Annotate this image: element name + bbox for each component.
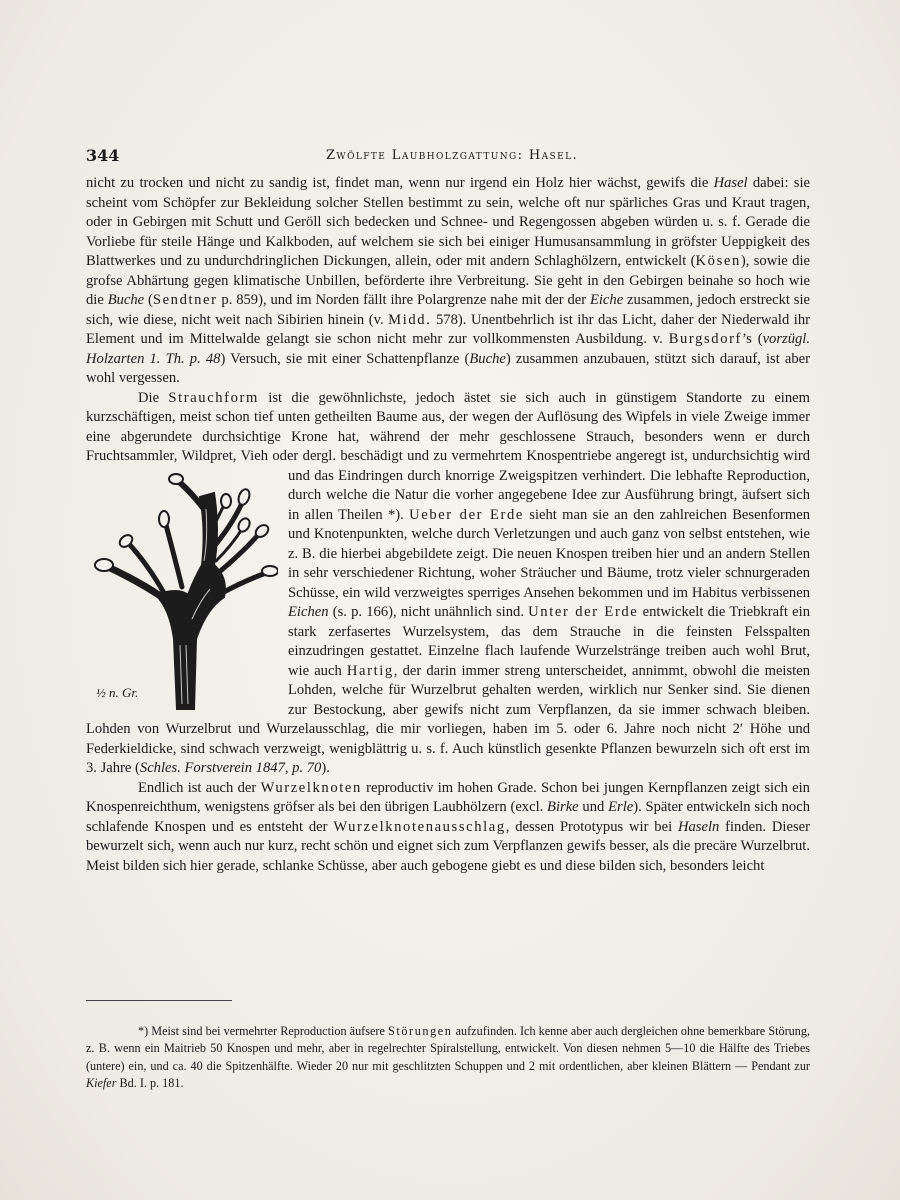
text-run: ). [321,760,330,776]
text-run: p. 859), und im Norden fällt ihre Polargrenze nahe mit der der [217,292,590,308]
text-run: , durch welche die Natur die vorher angegebene Idee zur Ausführung bringt, äufsert sich in allen Theilen *). [288,467,810,523]
text-run-spaced: Sendtner [152,292,218,308]
text-run: Die [138,389,169,406]
text-run-italic: Buche [469,350,506,367]
page-header [86,146,810,168]
footnote-text [86,1023,810,1093]
text-run: 578). Unentbehrlich ist ihr das Licht, daher der Niederwald ihr Element und im Mittelwalde gelangt sie schon nicht mehr zur vollkommensten Ausbildung. v. [86,311,810,347]
text-run: sieht man sie an den zahlreichen Besenformen und Knotenpunkten, welche durch Verletzungen und auch ganz von selbst entstehen, wie z. B. die hierbei abgebildete zeigt. Die neuen Knospen treiben hier und an andern Stellen in sehr verschiedener Richtung, woher Sträucher und Bäume, trotz vieler schnurgeraden Schüsse, ein wild verzweigtes sperriges Ansehen bekommen und im Habitus verbissenen [288,506,811,601]
text-run: ) zusammen anzubauen, stützt sich darauf, ist aber wohl vergessen. [86,350,811,386]
page-number: 344 [86,146,120,165]
hazel-branch-illustration-icon [82,469,278,713]
footnote [86,1023,810,1093]
text-run-spaced: Kösen [695,253,741,269]
text-run: ) Versuch, sie mit einer Schattenpflanze ( [220,350,470,367]
text-run: , dessen Prototypus wir bei [505,818,678,835]
text-run: finden. Dieser bewurzelt sich, wenn auch nur kurz, recht schön und eignet sich zum Verpflanzen gewifs besser, als die precäre Wurzelbrut. Meist bilden sich hier gerade, schlanke Schüsse, aber auch gebogene giebt es und diese bilden sich, besonders leicht [86,818,810,874]
figure-caption: ½ n. Gr. [96,685,139,700]
footnote-divider [86,1000,232,1001]
text-run-spaced: Strauchform [168,389,259,406]
text-run-italic: Buche [107,292,145,308]
text-run-italic: Birke [547,799,579,815]
text-run-spaced: Burgsdorf [668,331,743,347]
text-run: , der darin immer streng unterscheidet, annimmt, obwohl die meisten Lohden, welche für Wurzelbrut gehalten werden, wirklich nur Senker sind. Sie dienen zur Bestockung, aber gewifs nicht zum Verpflanzen, da sie immer schwach bleiben. Lohden von Wurzelbrut und Wurzelausschlag, die mir vorliegen, haben im 5. oder 6. Jahre noch nicht 2′ Höhe und Federkieldicke, sind schwach verzweigt, wenigblättrig u. s. f. Auch künstlich gesenkte Pflanzen bewurzeln sich oft erst im 3. Jahre ( [86,662,810,776]
text-run: Bd. I. p. 181. [116,1076,184,1091]
text-run: (s. p. 166), nicht unähnlich sind. [328,604,529,620]
text-run-italic: Erle [608,799,634,815]
text-run-spaced: Störungen [387,1024,453,1038]
text-run: dabei: sie scheint vom Schöpfer zur Bekleidung solcher Stellen bestimmt zu sein, welche oft nur spärliches Gras und Kraut tragen, oder in Gebirgen mit Schutt und Geröll sich bedecken und Schnee- und Regengossen abgeben würden u. s. f. Gerade die Vorliebe für steile Hänge und Kalkboden, auf welchem sie sich bei einiger Humusansammlung in gröfster Ueppigkeit des Blattwerkes und zu undurchdringlichen Dickungen, allein, oder mit andern Schlaghölzern, entwickelt ( [86,175,810,269]
text-run: entwickelt die Triebkraft ein stark zerfasertes Wurzelsystem, das dem Strauche in die feinsten Felsspalten einzudringen gestattet. Einzelne flach laufende Wurzelstränge treiben auch wohl Brut, wie auch [288,604,811,679]
text-run-spaced: Unter der Erde [528,604,639,620]
text-run: Endlich ist auch der [138,779,261,796]
text-run-spaced: Hartig [346,662,394,679]
hazel-branch-figure [82,469,278,713]
text-run-italic: Schles. Forstverein 1847, p. 70 [139,760,322,776]
text-run-spaced: Ueber der Erde [409,506,524,523]
text-run-italic: Kiefer [86,1076,117,1091]
text-run: zusammen, jedoch erstreckt sie sich, wie diese, nicht weit nach Sibirien hinein (v. [86,292,811,328]
text-run-spaced: Midd. [388,311,432,328]
text-run: *) Meist sind bei vermehrter Reproduction äufsere [138,1024,388,1038]
paragraph-2 [86,389,810,779]
paragraph-3 [86,779,810,877]
text-run-spaced: Wurzelknotenausschlag [333,818,506,835]
text-run: ’s ( [742,331,763,347]
text-run: ). Später entwickeln sich noch schlafende Knospen und es entsteht der [86,799,811,835]
text-run: ( [144,292,153,308]
text-run-italic: Hasel [713,175,748,191]
text-run: lebhafte Reproduction [675,467,807,484]
text-run: aufzufinden. Ich kenne aber auch dergleichen ohne bemerkbare Störung, z. B. wenn ein Maitrieb 50 Knospen und mehr, aber in regelrechter Spiralstellung, entwickelt. Von diesen nehmen 5—10 die Hälfte des Triebes (untere) ein, und ca. 40 die Spitzenhälfte. Wieder 20 nur mit geschlitzten Schuppen und 2 mit ordentlichen, aber kleinen Blättern — Pendant zur [86,1024,810,1073]
text-run-italic: Eichen [288,604,329,620]
text-run-italic: vorzügl. Holzarten 1. Th. p. 48 [86,331,810,367]
paragraph-1 [86,174,810,389]
text-run: reproductiv im hohen Grade. Schon bei jungen Kernpflanzen zeigt sich ein Knospenreichthum, wenigstens gröfser als bei den übrigen Laubhölzern (excl. [86,779,810,815]
body-text [86,174,810,876]
text-run: ), sowie die grofse Abhärtung gegen klimatische Unbillen, beförderte ihre Verbreitung. Sie geht in den Gebirgen beinahe so hoch wie die [86,253,811,308]
running-head: Zwölfte Laubholzgattung: Hasel. [326,148,578,163]
text-run-spaced: Wurzelknoten [260,779,362,796]
text-run: nicht zu trocken und nicht zu sandig ist, findet man, wenn nur irgend ein Holz hier wächst, gewifs die [86,175,714,191]
text-run: und [578,799,609,815]
text-run-italic: Haseln [677,818,720,835]
text-run-italic: Eiche [589,292,624,308]
text-run: ist die gewöhnlichste, jedoch ästet sie sich auch in günstigem Standorte zu einem kurzschäftigen, meist schon tief unten getheilten Baume aus, der wegen der Auflösung des Wipfels in viele Zweige immer eine abgerundete durchsichtige Krone hat, während der mehr geschlossene Strauch, besonders wenn er durch Fruchtsammler, Wildpret, Vieh oder dergl. beschädigt und zu vermehrtem Knospentriebe angeregt ist, undurchsichtig wird und das Eindringen durch knorrige Zweigspitzen verhindert. Die [86,389,810,484]
